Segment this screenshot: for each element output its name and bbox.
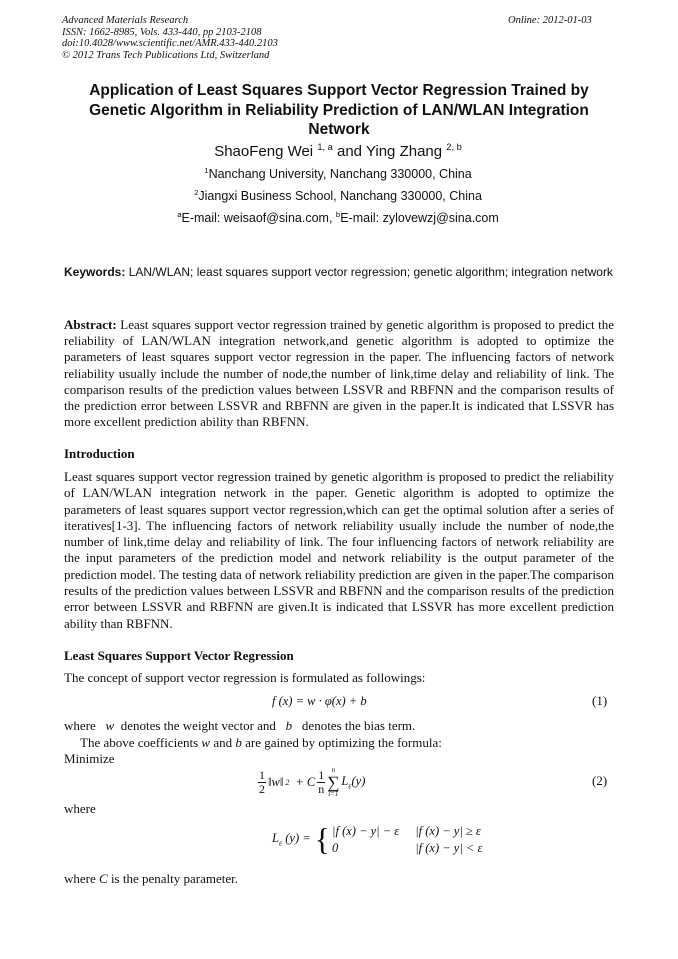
email-b[interactable]: E-mail: zylovewzj@sina.com: [340, 211, 499, 225]
minimize-label: Minimize: [64, 751, 115, 766]
weight-norm: ‖w‖: [268, 775, 284, 789]
author-2: Ying Zhang: [365, 143, 443, 160]
where-mid-text: denotes the weight vector and: [120, 718, 276, 733]
author-1: ShaoFeng Wei: [214, 143, 314, 160]
aff-2-text: Jiangxi Business School, Nanchang 330000, China: [198, 189, 482, 203]
online-date: Online: 2012-01-03: [508, 15, 592, 26]
lssvr-heading: Least Squares Support Vector Regression: [64, 648, 294, 663]
half-fraction: [258, 769, 266, 796]
case-1-value: |f (x) − y| − ε: [332, 823, 400, 838]
paper-title: Application of Least Squares Support Vector Regression Trained by Genetic Algorithm in Reliability Prediction of LAN/WLAN Integration Network: [89, 82, 589, 138]
eq3-lhs: [272, 831, 311, 848]
penalty-where: where: [64, 871, 96, 886]
penalty-c: C: [99, 871, 108, 886]
summation: [327, 766, 339, 799]
half-num: 1: [259, 768, 265, 782]
b-symbol: b: [285, 718, 293, 733]
loss-arg: (y): [351, 774, 366, 789]
piecewise-cases: [332, 824, 482, 855]
coefficients-line: [80, 735, 442, 751]
introduction-text: Least squares support vector regression trained by genetic algorithm is proposed to predict the reliability of LAN/WLAN integration network in the paper. Genetic algorithm is adopted to optimize the parameters of least squares support vector regression,which can get the optimal solution after a series of iteratives[1-3]. The influencing factors of network reliability usually include the number of node,the number of link,time delay and reliability of link. The four influencing factors of network reliability are the input parameters of the prediction model and network reliability is the output parameter of the prediction model. The testing data of network reliability prediction are given in the paper.The comparison results of the prediction values between LSSVR and RBFNN and the comparison results of the prediction error between LSSVR and RBFNN are given.It is indicated that LSSVR has more excellent prediction ability than RBFNN.: [64, 469, 614, 631]
affiliation-2: [62, 188, 614, 204]
coef-and: and: [213, 735, 233, 750]
abstract-text: Least squares support vector regression trained by genetic algorithm is proposed to predict the reliability of LAN/WLAN integration network,and genetic algorithm is adopted to optimize the parameters of least squares support vector regression in the paper. The influencing factors of network reliability usually include the number of node,the number of link,time delay and reliability of link. The comparison results of the prediction values between LSSVR and RBFNN and the comparison results of the prediction error between LSSVR and RBFNN are given in the paper.It is indicated that LSSVR has more excellent prediction ability than RBFNN.: [64, 317, 614, 430]
email-a-sup: a: [177, 209, 182, 219]
equation-1-number: (1): [592, 693, 608, 708]
equation-2: $\frac{1}{2}$ ‖w‖ 2 + C $\frac{1}{n}$ n ∑ i=1 $L_\varepsilon(y)$: [259, 766, 366, 798]
author-2-sup: 2, b: [446, 142, 462, 152]
coef-pre: The above coefficients: [80, 735, 199, 750]
abstract-block: [64, 317, 614, 430]
case-1-condition: |f (x) − y| ≥ ε: [415, 823, 481, 838]
author-and: and: [337, 143, 363, 160]
author-1-sup: 1, a: [317, 142, 333, 152]
equation-1: f (x) = w · φ(x) + b: [272, 694, 367, 708]
case-2-value: 0: [332, 840, 339, 855]
keywords-block: [64, 265, 614, 281]
coef-w: w: [201, 735, 211, 750]
where-word: where: [64, 718, 96, 733]
introduction-heading: Introduction: [64, 446, 135, 461]
keywords-text: LAN/WLAN; least squares support vector regression; genetic algorithm; integration network: [128, 265, 613, 279]
email-b-sup: b: [335, 209, 341, 219]
journal-header: [62, 15, 278, 61]
copyright-line: © 2012 Trans Tech Publications Ltd, Switzerland: [62, 49, 270, 61]
lssvr-intro: The concept of support vector regression is formulated as followings:: [64, 670, 426, 685]
n-num: 1: [318, 768, 325, 782]
aff-2-sup: 2: [194, 187, 199, 197]
eq3-l: L: [272, 830, 279, 845]
w-symbol: w: [105, 718, 115, 733]
equation-3: [272, 823, 482, 855]
email-line: [62, 210, 614, 226]
loss-term: [341, 774, 365, 791]
affiliation-1: [62, 166, 614, 182]
penalty-text: is the penalty parameter.: [110, 871, 238, 886]
eq3-arg: (y) =: [285, 830, 311, 845]
keywords-label: Keywords:: [64, 265, 126, 279]
sum-bottom: i=1: [328, 790, 339, 798]
loss-l: L: [341, 774, 349, 789]
eq3-sub: ε: [278, 838, 283, 848]
n-den: n: [318, 782, 325, 796]
sum-symbol: ∑: [327, 773, 340, 792]
issn-line: ISSN: 1662-8985, Vols. 433-440, pp 2103-2108: [62, 26, 262, 38]
author-line: [62, 142, 614, 162]
aff-1-sup: 1: [204, 165, 209, 175]
half-den: 2: [259, 782, 265, 796]
aff-1-text: Nanchang University, Nanchang 330000, China: [208, 167, 472, 181]
n-fraction: [317, 769, 325, 796]
abstract-label: Abstract:: [64, 317, 117, 332]
plus-c: + C: [295, 775, 316, 789]
where-2-label: where: [64, 801, 96, 816]
where-post-text: denotes the bias term.: [301, 718, 416, 733]
journal-name: Advanced Materials Research: [62, 15, 189, 26]
penalty-line: [64, 871, 238, 887]
coef-post: are gained by optimizing the formula:: [245, 735, 442, 750]
left-brace-icon: {: [314, 821, 331, 857]
case-2-condition: |f (x) − y| < ε: [415, 840, 483, 855]
coef-b: b: [235, 735, 242, 750]
sum-top: n: [331, 766, 336, 774]
where-line: [64, 718, 415, 734]
equation-2-number: (2): [592, 773, 608, 788]
doi-link[interactable]: doi:10.4028/www.scientific.net/AMR.433-440.2103: [62, 38, 278, 49]
loss-sub: ε: [348, 781, 352, 791]
email-a[interactable]: E-mail: weisaof@sina.com,: [181, 211, 333, 225]
